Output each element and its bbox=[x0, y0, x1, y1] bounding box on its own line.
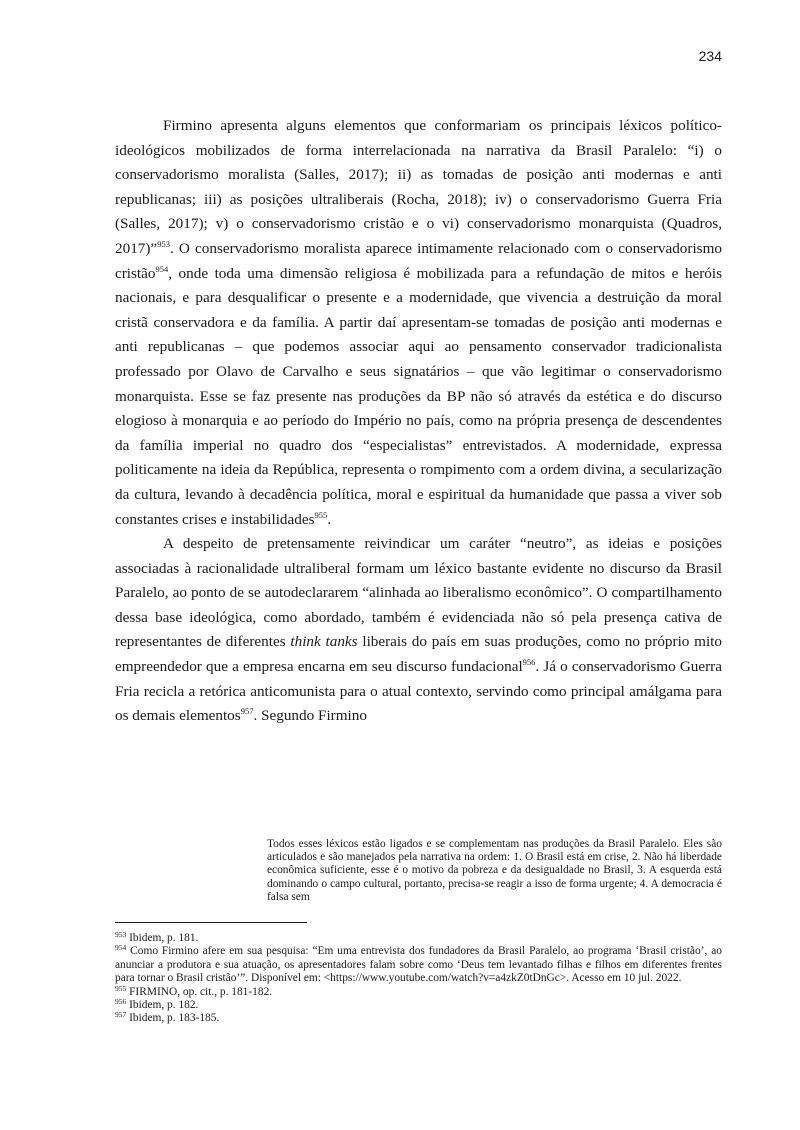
footnote-separator bbox=[115, 922, 307, 923]
footnote bbox=[115, 1012, 722, 1025]
footnote-text: Como Firmino afere em sua pesquisa: “Em uma entrevista dos fundadores da Brasil Paralelo, ao programa ‘Brasil cristão’, ao anunciar a produtora e sua atuação, os apresentadores falam sobre como ‘Deus tem levantado filhas e filhos em diferentes frentes para tornar o Brasil cristão’”. Disponível em: <https://www.youtube.com/watch?v=a4zkZ0tDnGc>. Acesso em 10 jul. 2022. bbox=[115, 945, 722, 985]
footnote-reference: 953 bbox=[157, 238, 170, 249]
footnote-reference: 957 bbox=[240, 706, 254, 717]
paragraph-text: Firmino apresenta alguns elementos que conformariam os principais léxicos político-ideológicos mobilizados de forma interrelacionada na narrativa da Brasil Paralelo: “i) o conservadorismo moralista (Salles, 2017); ii) as tomadas de posição anti modernas e anti republicanas; iii) as posições ultraliberais (Rocha, 2018); iv) o conservadorismo Guerra Fria (Salles, 2017); v) o conservadorismo cristão e o vi) conservadorismo monarquista (Quadros, 2017)” bbox=[115, 117, 722, 257]
footnote bbox=[115, 932, 722, 945]
italic-text: think tanks bbox=[290, 633, 358, 651]
footnote-text: Ibidem, p. 183-185. bbox=[126, 1012, 220, 1025]
paragraph-text: . bbox=[327, 510, 332, 528]
block-quote: Todos esses léxicos estão ligados e se complementam nas produções da Brasil Paralelo. Eles são articulados e são manejados pela narrativa na ordem: 1. O Brasil está em crise, 2. Não há liberdade econômica suficiente, esse é o motivo da pobreza e da desigualdade no Brasil, 3. A esquerda está dominando o campo cultural, portanto, precisa-se reagir a isso de forma urgente; 4. A democracia é falsa sem bbox=[267, 838, 722, 903]
paragraph-text: . Já o conservadorismo Guerra Fria recicla a retórica anticomunista para o atual contexto, servindo como principal amálgama para os demais elementos bbox=[115, 658, 722, 725]
footnote-reference: 955 bbox=[314, 509, 328, 520]
footnote-number: 957 bbox=[115, 1010, 127, 1020]
footnote-text: Ibidem, p. 182. bbox=[126, 999, 199, 1012]
paragraph-text: . Segundo Firmino bbox=[253, 707, 367, 725]
footnote bbox=[115, 999, 722, 1012]
body-text bbox=[115, 114, 722, 729]
footnote-number: 955 bbox=[115, 983, 127, 993]
paragraph bbox=[115, 532, 722, 729]
footnote-text: Ibidem, p. 181. bbox=[126, 932, 199, 944]
footnote bbox=[115, 983, 722, 999]
footnote-reference: 954 bbox=[155, 263, 169, 274]
footnote-number: 956 bbox=[115, 997, 127, 1007]
paragraph-text: A despeito de pretensamente reivindicar um caráter “neutro”, as ideias e posições associadas à racionalidade ultraliberal formam um léxico bastante evidente no discurso da Brasil Paralelo, ao ponto de se autodeclararem “alinhada ao liberalismo econômico”. O compartilhamento dessa base ideológica, como abordado, também é evidenciada não só pela presença cativa de representantes de diferentes bbox=[115, 535, 722, 651]
footnote-reference: 956 bbox=[522, 657, 536, 668]
footnote bbox=[115, 945, 722, 985]
footnote-text: FIRMINO, op. cit., p. 181-182. bbox=[126, 985, 273, 998]
footnote-number: 953 bbox=[115, 930, 127, 939]
paragraph-text: . O conservadorismo moralista aparece intimamente relacionado com o conservadorismo cristão bbox=[115, 239, 722, 282]
page-number: 234 bbox=[698, 48, 722, 64]
footnotes bbox=[115, 932, 722, 1026]
paragraph-text: liberais do país em suas produções, como no próprio mito empreendedor que a empresa encarna em seu discurso fundacional bbox=[115, 633, 722, 676]
paragraph bbox=[115, 114, 722, 532]
paragraph-text: , onde toda uma dimensão religiosa é mobilizada para a refundação de mitos e heróis nacionais, e para desqualificar o presente e a modernidade, que vivencia a destruição da moral cristã conservadora e da família. A partir daí apresentam-se tomadas de posição anti modernas e anti republicanas – que podemos associar aqui ao pensamento conservador tradicionalista professado por Olavo de Carvalho e seus signatários – que vão legitimar o conservadorismo monarquista. Esse se faz presente nas produções da BP não só através da estética e do discurso elogioso à monarquia e ao período do Império no país, como na própria presença de descendentes da família imperial no quadro dos “especialistas” entrevistados. A modernidade, expressa politicamente na ideia da República, representa o rompimento com a ordem divina, a secularização da cultura, levando à decadência política, moral e espiritual da humanidade que passa a viver sob constantes crises e instabilidades bbox=[115, 264, 722, 528]
footnote-number: 954 bbox=[115, 943, 127, 953]
